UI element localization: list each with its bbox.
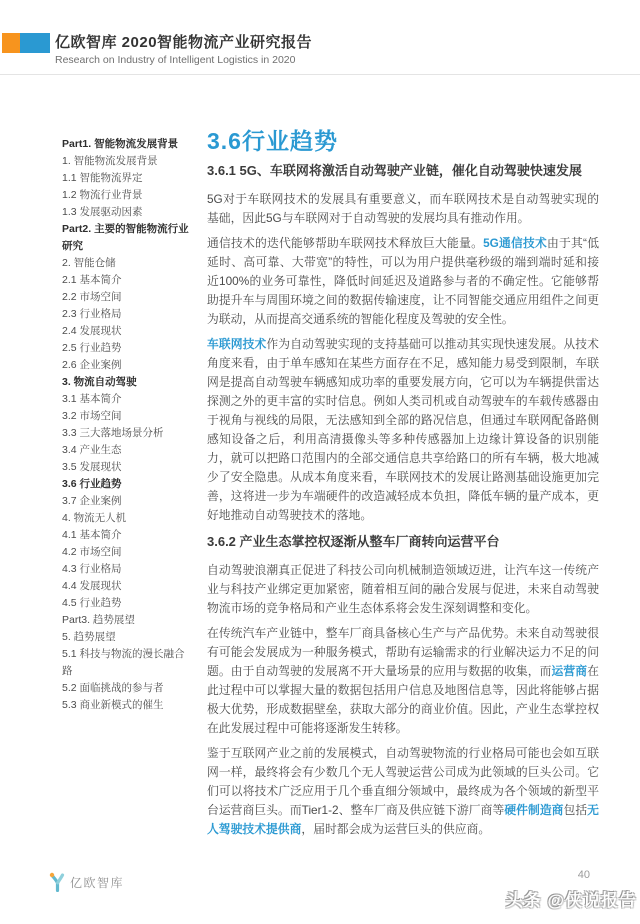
toc-item[interactable]: 5.3 商业新模式的催生 [62, 699, 164, 711]
eo-logo-y-icon [49, 872, 66, 892]
toc-item[interactable]: 4. 物流无人机 [62, 512, 127, 524]
logo-blue-square [20, 33, 50, 53]
text-run: 在此过程中可以掌握大量的数据包括用户信息及地图信息等，因此将能够占据极大优势，形成数据壁垒，获取大部分的商业价值。因此，产业生态掌控权在此发展过程中可能将逐渐发生转移。 [207, 664, 599, 735]
footer-logo-text: 亿欧智库 [70, 875, 125, 890]
toc-item[interactable]: 2.2 市场空间 [62, 291, 122, 303]
watermark-text: 头条 @侠说报告 [505, 891, 637, 910]
text-run: 自动驾驶浪潮真正促进了科技公司向机械制造领域迈进，让汽车这一传统产业与科技产业绑定更加紧密，随着相互间的融合发展与促进，未来自动驾驶物流市场的竞争格局和产业生态体系将会发生深刻调整和变化。 [207, 563, 599, 615]
toc-item[interactable]: Part2. 主要的智能物流行业研究 [62, 223, 189, 252]
paragraph [207, 744, 599, 839]
report-header [0, 0, 640, 75]
toc-item[interactable]: 3.4 产业生态 [62, 444, 122, 456]
paragraph [207, 190, 599, 228]
paragraph [207, 335, 599, 525]
toc-item[interactable]: 4.2 市场空间 [62, 546, 122, 558]
paragraph [207, 234, 599, 329]
paragraph [207, 561, 599, 618]
toc-item[interactable]: 2.6 企业案例 [62, 359, 122, 371]
text-run: 在传统汽车产业链中，整车厂商具备核心生产与产品优势。未来自动驾驶很有可能会发展成为一种服务模式，帮助有运输需求的行业解决运力不足的问题。由于自动驾驶的发展离不开大量场景的应用与数据的收集，而 [207, 626, 599, 678]
section-3-6-1 [207, 161, 599, 525]
toc-item[interactable]: 5.2 面临挑战的参与者 [62, 682, 164, 694]
highlighted-term: 5G通信技术 [483, 236, 548, 250]
toc-item[interactable]: 4.1 基本简介 [62, 529, 122, 541]
toc-item[interactable]: 1. 智能物流发展背景 [62, 155, 158, 167]
logo-orange-square [2, 33, 20, 53]
toc-item[interactable]: 2. 智能仓储 [62, 257, 116, 269]
section-3-6-1-heading: 3.6.1 5G、车联网将激活自动驾驶产业链，催化自动驾驶快速发展 [207, 163, 582, 178]
toc-item[interactable]: 1.3 发展驱动因素 [62, 206, 143, 218]
toc-item[interactable]: 5. 趋势展望 [62, 631, 116, 643]
toc-item[interactable]: 2.3 行业格局 [62, 308, 122, 320]
toc-item[interactable]: 3. 物流自动驾驶 [62, 376, 137, 388]
toc-item[interactable]: 2.1 基本简介 [62, 274, 122, 286]
toc-item[interactable]: 3.6 行业趋势 [62, 478, 122, 490]
toc-item[interactable]: 5.1 科技与物流的漫长融合路 [62, 648, 185, 677]
highlighted-term: 硬件制造商 [504, 803, 564, 817]
text-run: 由于其“低延时、高可靠、大带宽”的特性，可以为用户提供毫秒级的端到端时延和接近100%的业务可靠性，降低时间延迟及道路参与者的不确定性。它能够帮助提升车与周围环境之间的数据传输速度，让不同智能交通应用组件之间更为联动，从而提高交通系统的智能化程度及驾驶的安全性。 [207, 236, 599, 326]
toc-item[interactable]: 3.5 发展现状 [62, 461, 122, 473]
toc-item[interactable]: 3.2 市场空间 [62, 410, 122, 422]
toc-item[interactable]: 1.2 物流行业背景 [62, 189, 143, 201]
text-run: 通信技术的迭代能够帮助车联网技术释放巨大能量。 [207, 236, 484, 250]
toc-item[interactable]: 4.5 行业趋势 [62, 597, 122, 609]
table-of-contents [62, 136, 189, 714]
section-3-6-2 [207, 532, 599, 839]
report-title: 亿欧智库 2020智能物流产业研究报告 [55, 34, 313, 51]
text-run: 包括 [563, 803, 588, 817]
highlighted-term: 车联网技术 [207, 337, 267, 351]
text-run: ，届时都会成为运营巨头的供应商。 [301, 822, 491, 836]
report-subtitle: Research on Industry of Intelligent Logistics in 2020 [55, 54, 296, 66]
main-content [207, 120, 599, 845]
toc-item[interactable]: 4.4 发展现状 [62, 580, 122, 592]
toc-item[interactable]: 3.7 企业案例 [62, 495, 122, 507]
text-run: 5G对于车联网技术的发展具有重要意义，而车联网技术是自动驾驶实现的基础，因此5G与车联网对于自动驾驶的发展均具有推动作用。 [207, 192, 599, 225]
footer-logo [49, 872, 124, 892]
toc-item[interactable]: Part3. 趋势展望 [62, 614, 135, 626]
highlighted-term: 无人驾驶技术提供商 [207, 803, 599, 836]
section-3-6-2-heading: 3.6.2 产业生态掌控权逐渐从整车厂商转向运营平台 [207, 534, 500, 549]
highlighted-term: 运营商 [551, 664, 588, 678]
toc-item[interactable]: 2.5 行业趋势 [62, 342, 122, 354]
text-run: 作为自动驾驶实现的支持基础可以推动其实现快速发展。从技术角度来看，由于单车感知在某些方面存在不足，感知能力易受到限制，车联网是提高自动驾驶车辆感知成功率的重要发展方向，它可以为车辆提供雷达探测之外的更丰富的实时信息。例如人类司机或自动驾驶车的车载传感器由于视角与视线的局限，无法感知到全部的路况信息，但通过车联网配备路侧感知设备之后，利用高清摄像头等多种传感器加上边缘计算设备的识别能力，就可以把路口范围内的全部交通信息共享给路口的所有车辆，极大地减少了安全隐患。从成本角度来看，车联网技术的发展让路测基础设施更加完善，这将进一步为车端硬件的改造减轻成本负担，降低车辆的量产成本，更好地推动自动驾驶技术的落地。 [207, 337, 599, 522]
toc-item[interactable]: 3.1 基本简介 [62, 393, 122, 405]
toc-item[interactable]: 2.4 发展现状 [62, 325, 122, 337]
toc-item[interactable]: 1.1 智能物流界定 [62, 172, 143, 184]
page-title: 3.6行业趋势 [207, 128, 338, 154]
eo-header-logo [2, 33, 50, 53]
toc-item[interactable]: 4.3 行业格局 [62, 563, 122, 575]
toc-item[interactable]: Part1. 智能物流发展背景 [62, 138, 179, 150]
text-run: 鉴于互联网产业之前的发展模式，自动驾驶物流的行业格局可能也会如互联网一样，最终将会有少数几个无人驾驶运营公司成为此领域的巨头公司。它们可以将技术广泛应用于几个垂直细分领域中，最终成为各个领域的新型平台运营商巨头。而Tier1-2、整车厂商及供应链下游厂商等 [207, 746, 599, 817]
toc-item[interactable]: 3.3 三大落地场景分析 [62, 427, 164, 439]
page-number: 40 [577, 869, 590, 881]
paragraph [207, 624, 599, 738]
